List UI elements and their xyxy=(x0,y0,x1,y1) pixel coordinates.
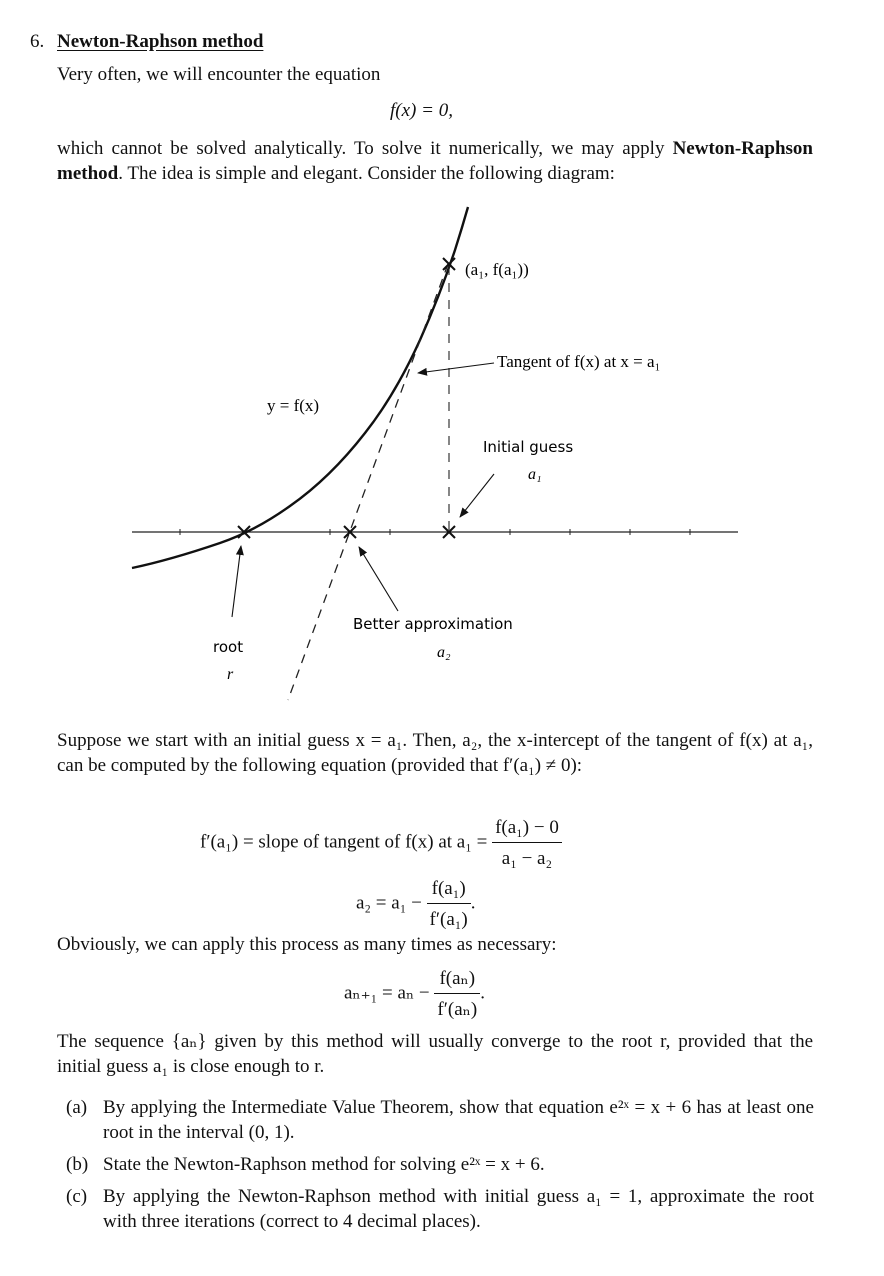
question-b-label: (b) xyxy=(66,1154,89,1175)
label-better-symbol: a₂ xyxy=(437,644,451,661)
equation-slope-fraction xyxy=(492,815,562,871)
equation-recurrence-denominator: f′(aₙ) xyxy=(437,999,478,1020)
intro-line: Very often, we will encounter the equation xyxy=(57,64,381,85)
arrow-better xyxy=(359,547,398,611)
label-better-approximation: Better approximation xyxy=(353,615,513,633)
equation-a2-left: a₂ = a₁ − xyxy=(356,892,422,914)
arrow-root xyxy=(232,546,241,617)
question-a-text: By applying the Intermediate Value Theorem, show that equation e²ˣ = x + 6 has at least one root in the interval (0, 1). xyxy=(103,1097,814,1143)
equation-recurrence-fraction xyxy=(434,966,480,1022)
equation-slope-denominator: a₁ − a₂ xyxy=(501,848,553,869)
suppose-paragraph: Suppose we start with an initial guess x = a₁. Then, a₂, the x-intercept of the tangent of f(x) at a₁, can be computed by the following equation (provided that f′(a₁) ≠ 0): xyxy=(57,730,813,776)
arrow-tangent xyxy=(418,363,494,373)
equation-recurrence: aₙ₊₁ = aₙ − $\frac{\text{f(aₙ)}}{\text{f′(aₙ)}}$ . xyxy=(344,968,485,1020)
obviously-line: Obviously, we can apply this process as many times as necessary: xyxy=(57,934,557,955)
equation-a2-denominator: f′(a₁) xyxy=(429,909,468,930)
label-curve: y = f(x) xyxy=(267,396,320,415)
question-a xyxy=(66,1095,814,1145)
newton-raphson-diagram xyxy=(0,195,884,715)
equation-recurrence-left: aₙ₊₁ = aₙ − xyxy=(344,982,430,1004)
intro-paragraph xyxy=(57,136,813,186)
intro-paragraph-bold: Newton-Raphson method xyxy=(57,138,813,184)
label-initial-guess-symbol: a₁ xyxy=(528,466,542,483)
tangent-line xyxy=(288,264,448,700)
question-c-label: (c) xyxy=(66,1186,88,1207)
label-tangent: Tangent of f(x) at x = a₁ xyxy=(497,352,661,371)
question-b-text: State the Newton-Raphson method for solving e²ˣ = x + 6. xyxy=(103,1154,545,1175)
intro-paragraph-text-a: which cannot be solved analytically. To solve it numerically, we may apply xyxy=(57,138,673,159)
equation-recurrence-numerator: f(aₙ) xyxy=(434,966,480,994)
equation-slope-numerator: f(a₁) − 0 xyxy=(492,815,562,843)
equation-a2-numerator: f(a₁) xyxy=(427,876,471,904)
label-initial-guess: Initial guess xyxy=(483,438,574,456)
equation-slope xyxy=(200,815,562,871)
section-number: 6. xyxy=(30,31,45,52)
label-root-symbol: r xyxy=(227,666,234,683)
curve-f xyxy=(132,207,468,568)
intro-equation: f(x) = 0, xyxy=(390,100,453,121)
equation-a2: a₂ = a₁ − $\frac{\text{f(a₁)}}{\text{f′(a₁)}}$ . xyxy=(356,878,476,930)
label-point-a1: (a₁, f(a₁)) xyxy=(465,260,529,279)
equation-slope-left: f′(a₁) = slope of tangent of f(x) at a₁ = xyxy=(200,831,488,853)
question-b xyxy=(66,1152,814,1177)
section-title: Newton-Raphson method xyxy=(57,31,264,52)
question-c xyxy=(66,1184,814,1234)
question-a-label: (a) xyxy=(66,1097,88,1118)
equation-a2-fraction xyxy=(427,876,471,932)
arrow-initial-guess xyxy=(460,474,494,517)
question-c-text: By applying the Newton-Raphson method with initial guess a₁ = 1, approximate the root with three iterations (correct to 4 decimal places). xyxy=(103,1186,814,1232)
label-root: root xyxy=(213,638,244,656)
sequence-paragraph: The sequence {aₙ} given by this method will usually converge to the root r, provided that the initial guess a₁ is close enough to r. xyxy=(57,1031,813,1077)
intro-paragraph-text-b: . The idea is simple and elegant. Consider the following diagram: xyxy=(118,163,615,184)
